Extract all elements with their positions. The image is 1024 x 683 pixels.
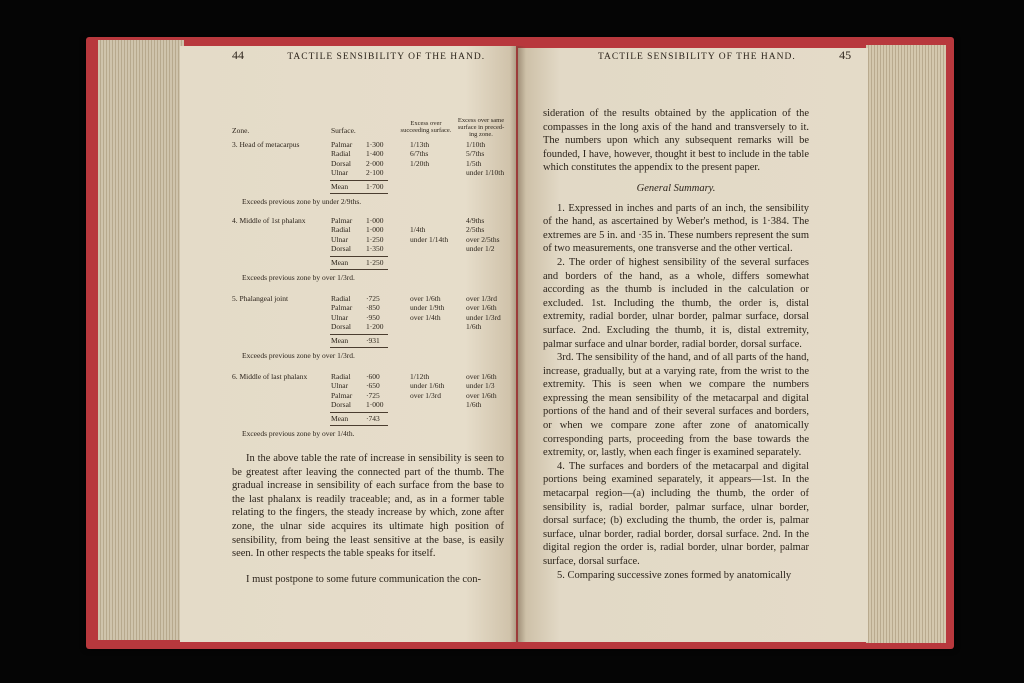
surface-cell: Ulnar [331,167,349,177]
excess-succeeding-cell: 1/13th [410,140,430,149]
surface-cell: Ulnar [331,381,349,391]
value-cell: 1·350 [366,243,384,253]
value-cell: 1·400 [366,149,384,159]
mean-row [331,336,411,345]
surface-cell: Palmar [331,216,353,225]
mean-value: ·743 [366,414,380,423]
mean-rule [330,180,388,181]
surface-cell: Dorsal [331,243,351,253]
table-header-excess-succeeding: Excess over succeeding surface. [400,120,452,134]
value-cell: 1·000 [366,399,384,409]
zone-name: 6. Middle of last phalanx [232,372,308,381]
mean-rule [330,256,388,257]
mean-value: 1·700 [366,182,384,191]
table-row [232,391,508,400]
left-paragraph-1 [232,452,504,561]
left-running-head [232,48,485,63]
left-para-1-text: In the above table the rate of increase in sensibility is seen to be greatest after leaving the connected part of the thumb. The gradual increase in sensibility of each surface from the base to the last phalanx is readily traceable; and, as in a former table relating to the fingers, the steady increase by which, zone after zone, the ulnar side acquires its ultimate high position of sensibility, from being the least sensitive at the base, is easily seen. In other respects the table speaks for itself. [232,453,504,560]
exceeds-note: Exceeds previous zone by over 1/4th. [242,429,355,438]
excess-same-cell: under 1/10th [466,167,505,177]
table-row [232,216,508,225]
right-para-4: 4. The surfaces and borders of the metacarpal and digital portions being examined separately, it appears—1st. In the metacarpal region—(a) including the thumb, the order of sensibility is, radial border, palmar surface, ulnar border, dorsal surface; (b) excluding the thumb, the order is, palmar surface, ulnar border, radial border, dorsal surface. 2nd. In the digital region the order is, radial border, ulnar border, palmar surface, dorsal surface. [543,460,809,567]
excess-same-cell: under 1/3rd [466,312,501,322]
value-cell: 1·250 [366,234,384,244]
excess-succeeding-cell: 6/7ths [410,149,429,159]
excess-succeeding-cell: under 1/14th [410,234,449,244]
surface-cell: Ulnar [331,234,349,244]
mean-label: Mean [331,336,349,345]
excess-succeeding-cell: over 1/4th [410,312,441,322]
mean-rule [330,334,388,335]
surface-cell: Palmar [331,390,353,400]
table-row [232,168,508,177]
excess-succeeding-cell: under 1/9th [410,303,445,313]
surface-cell: Dorsal [331,158,351,168]
page-edges-right [866,45,946,643]
value-cell: 2·000 [366,158,384,168]
excess-succeeding-cell: 1/20th [410,158,430,168]
left-running-head-text: TACTILE SENSIBILITY OF THE HAND. [287,52,486,62]
excess-same-cell: over 1/6th [466,303,497,313]
right-text-block [543,107,809,582]
zone-name: 4. Middle of 1st phalanx [232,216,306,225]
excess-succeeding-cell: over 1/3rd [410,390,442,400]
excess-same-cell: over 1/6th [466,390,497,400]
table-header-excess-same: Excess over same surface in preced-ing zone. [457,117,505,138]
value-cell: ·725 [366,294,380,303]
mean-label: Mean [331,182,349,191]
zone-block [232,372,508,409]
surface-cell: Radial [331,149,351,159]
excess-same-cell: over 1/3rd [466,294,498,303]
mean-row [331,182,411,191]
value-cell: 1·000 [366,216,384,225]
table-row [232,225,508,234]
zone-name: 5. Phalangeal joint [232,294,289,303]
right-para-5: 5. Comparing successive zones formed by anatomically [557,569,792,581]
mean-row [331,258,411,267]
surface-cell: Dorsal [331,399,351,409]
surface-cell: Dorsal [331,321,351,331]
excess-succeeding-cell: 1/12th [410,372,430,381]
table-row [232,244,508,253]
zone-block [232,216,508,253]
right-page-number: 45 [839,48,852,62]
left-paragraph-2 [232,573,504,587]
table-row [232,140,508,149]
table-row [232,149,508,158]
mean-rule [330,193,388,194]
excess-same-cell: 1/10th [466,140,486,149]
table-row [232,159,508,168]
left-page-number: 44 [232,48,244,62]
excess-same-cell: 4/9ths [466,216,485,225]
left-para-2-text: I must postpone to some future communication the con- [246,574,482,585]
value-cell: ·600 [366,372,380,381]
table-row [232,235,508,244]
value-cell: 2·100 [366,167,384,177]
right-para-1: 1. Expressed in inches and parts of an inch, the sensibility of the hand, as ascertained by Weber's method, is 1·384. The extremes are 5 in. and ·35 in. These numbers represent the sum of two measurements, one transverse and the other vertical. [543,202,809,255]
zone-block [232,140,508,177]
table-row [232,372,508,381]
excess-same-cell: under 1/3 [466,381,495,391]
value-cell: ·650 [366,381,380,391]
exceeds-note: Exceeds previous zone by under 2/9ths. [242,197,362,206]
value-cell: 1·000 [366,225,384,235]
mean-rule [330,347,388,348]
excess-succeeding-cell: over 1/6th [410,294,441,303]
exceeds-note: Exceeds previous zone by over 1/3rd. [242,273,355,282]
table-header-zone: Zone. [232,126,250,135]
mean-value: ·931 [366,336,380,345]
table-row [232,294,508,303]
value-cell: ·725 [366,390,380,400]
surface-cell: Ulnar [331,312,349,322]
book-gutter [510,46,526,642]
exceeds-note: Exceeds previous zone by over 1/3rd. [242,351,355,360]
right-para-0: sideration of the results obtained by the application of the compasses in the long axis of the hand and transversely to it. The numbers upon which any subsequent remarks will be founded, I have, however, thought it best to include in the table which constitutes the appendix to the present paper. [543,108,809,174]
mean-label: Mean [331,258,349,267]
zone-block [232,294,508,331]
value-cell: 1·300 [366,140,384,149]
value-cell: ·850 [366,303,380,313]
excess-same-cell: under 1/2 [466,243,495,253]
right-para-2: 2. The order of highest sensibility of the several surfaces and borders of the hand, as a whole, differs somewhat according as the thumb is included in the calculation or excluded. 1st. Including the thumb, the order is, distal extremity, radial border, ulnar border, palmar surface, dorsal surface. 2nd. Excluding the thumb, it is, distal extremity, palmar surface and ulnar border, radial border, dorsal surface. [543,256,809,350]
mean-rule [330,269,388,270]
table-row [232,313,508,322]
table-row [232,322,508,331]
mean-rule [330,412,388,413]
excess-same-cell: 5/7ths [466,149,485,159]
excess-same-cell: 2/5ths [466,225,485,235]
mean-row [331,414,411,423]
excess-same-cell: over 2/5ths [466,234,500,244]
surface-cell: Palmar [331,303,353,313]
right-para-3: 3rd. The sensibility of the hand, and of all parts of the hand, increase, gradually, but at a varying rate, from the wrist to the extremity. This is seen when we compare the numbers expressing the mean sensibility of the metacarpal and digital portions of the hand and of their several surfaces and borders, or when we compare zone after zone of anatomically corresponding parts, proceeding from the base towards the extremity, or, lastly, when each finger is examined separately. [543,352,809,459]
page-edges-left [98,40,184,640]
excess-same-cell: 1/6th [466,399,482,409]
excess-same-cell: 1/6th [466,321,482,331]
table-row [232,400,508,409]
excess-same-cell: 1/5th [466,158,482,168]
table-header-surface: Surface. [331,126,356,135]
value-cell: ·950 [366,312,380,322]
zone-name: 3. Head of metacarpus [232,140,300,149]
excess-succeeding-cell: under 1/6th [410,381,445,391]
excess-same-cell: over 1/6th [466,372,497,381]
mean-label: Mean [331,414,349,423]
surface-cell: Radial [331,294,351,303]
table-row [232,303,508,312]
table-row [232,381,508,390]
mean-value: 1·250 [366,258,384,267]
mean-rule [330,425,388,426]
value-cell: 1·200 [366,321,384,331]
surface-cell: Radial [331,225,351,235]
general-summary-heading: General Summary. [636,182,716,194]
surface-cell: Radial [331,372,351,381]
right-running-head-text: TACTILE SENSIBILITY OF THE HAND. [598,52,796,62]
right-running-head [598,48,851,63]
surface-cell: Palmar [331,140,353,149]
excess-succeeding-cell: 1/4th [410,225,426,235]
